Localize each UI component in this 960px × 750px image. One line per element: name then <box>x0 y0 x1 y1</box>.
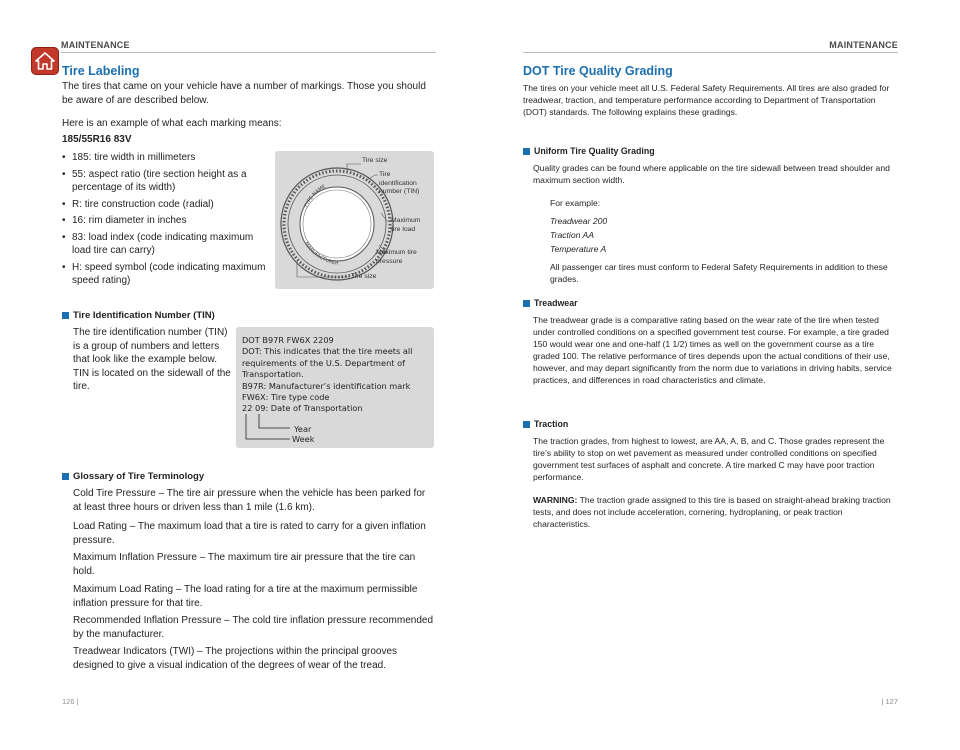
tire-labeling-intro: The tires that came on your vehicle have a number of markings. Those you should be aware of are described below. <box>62 81 426 106</box>
dot-line: requirements of the U.S. Department of <box>242 357 405 368</box>
glossary-item: Maximum Inflation Pressure – The maximum tire air pressure that the tire can hold. <box>73 552 416 577</box>
uniform-heading-text: Uniform Tire Quality Grading <box>534 146 655 156</box>
example-treadwear: Treadwear 200 <box>550 216 608 226</box>
bullet-item: • 185: tire width in millimeters <box>62 151 267 165</box>
example-intro: Here is an example of what each marking means: <box>62 118 282 129</box>
home-button[interactable] <box>31 47 59 75</box>
example-temperature: Temperature A <box>550 244 607 254</box>
uniform-text: Quality grades can be found where applicable on the tire sidewall between tread shoulder and maximum section width. <box>533 163 890 185</box>
dot-line: DOT: This indicates that the tire meets all <box>242 346 413 357</box>
bullet-item: • H: speed symbol (code indicating maximum speed rating) <box>62 261 267 288</box>
dot-line: FW6X: Tire type code <box>242 392 330 403</box>
uniform-heading <box>523 146 655 156</box>
example-traction: Traction AA <box>550 230 594 240</box>
dot-line: B97R: Manufacturer’s identification mark <box>242 380 411 391</box>
label-tin: Tire identification number (TIN) <box>379 171 420 195</box>
glossary-item: Cold Tire Pressure – The tire air pressure when the vehicle has been parked for at least three hours or driven less than 1 mile (1.6 km). <box>73 488 426 513</box>
left-header-rule <box>61 52 436 53</box>
right-header-rule <box>523 52 898 53</box>
label-tire-size-bottom: Tire size <box>351 273 377 280</box>
section-square-icon <box>523 421 530 428</box>
treadwear-text: The treadwear grade is a comparative rating based on the wear rate of the tire when tested under controlled conditions on a specified government test course. For example, a tire graded 150 would wear one and one-half (1 1/2) times as well on the government course as a tire graded 100. The relative performance of tires depends upon the actual conditions of their use, however, and may depart significantly from the norm due to variations in driving habits, service practices, and differences in road characteristics and climate. <box>533 315 892 385</box>
label-max-pressure: Maximum tire pressure <box>376 249 417 265</box>
dot-grading-title: DOT Tire Quality Grading <box>523 64 673 78</box>
year-label: Year <box>294 424 312 434</box>
treadwear-heading <box>523 298 578 308</box>
dot-code-box <box>236 327 434 448</box>
home-icon <box>35 52 55 70</box>
label-max-load: Maximum tire load <box>391 217 421 233</box>
tin-heading <box>62 310 215 321</box>
glossary-item: Maximum Load Rating – The load rating for a tire at the maximum permissible inflation pressure for that tire. <box>73 584 418 609</box>
bullet-item: • 55: aspect ratio (tire section height as a percentage of its width) <box>62 168 267 195</box>
right-running-header: MAINTENANCE <box>829 40 898 50</box>
section-square-icon <box>62 473 69 480</box>
traction-heading <box>523 419 568 429</box>
tin-description: The tire identification number (TIN) is a group of numbers and letters that look like the example below. TIN is located on the sidewall of the tire. <box>73 327 231 392</box>
treadwear-heading-text: Treadwear <box>534 298 578 308</box>
bullet-item: • 83: load index (code indicating maximum load tire can carry) <box>62 231 267 258</box>
dot-line: 22 09: Date of Transportation <box>242 403 363 414</box>
tire-code: 185/55R16 83V <box>62 134 132 145</box>
left-running-header: MAINTENANCE <box>61 40 130 50</box>
glossary-heading-text: Glossary of Tire Terminology <box>73 471 205 482</box>
glossary-heading <box>62 471 204 482</box>
ring-text-top: TYPE NAME <box>303 183 327 209</box>
all-passenger-text: All passenger car tires must conform to Federal Safety Requirements in addition to these grades. <box>550 262 888 284</box>
glossary-item: Treadwear Indicators (TWI) – The projections within the principal grooves designed to give a visual indication of the degrees of wear of the tread. <box>73 646 398 671</box>
label-tire-size-top: Tire size <box>362 157 388 164</box>
for-example: For example: <box>550 198 601 208</box>
tire-diagram <box>275 151 434 289</box>
tin-heading-text: Tire Identification Number (TIN) <box>73 310 215 321</box>
ring-text-bottom: MANUFACTURER <box>303 240 339 267</box>
bullet-item: • 16: rim diameter in inches <box>62 214 267 228</box>
glossary-item: Load Rating – The maximum load that a tire is rated to carry for a given inflation pressure. <box>73 521 426 546</box>
glossary-item: Recommended Inflation Pressure – The cold tire inflation pressure recommended by the manufacturer. <box>73 615 433 640</box>
bullet-item: • R: tire construction code (radial) <box>62 198 267 212</box>
dot-line: DOT B97R FW6X 2209 <box>242 335 334 345</box>
warning-text: The traction grade assigned to this tire is based on straight-ahead braking traction tests, and does not include acceleration, cornering, hydroplaning, or peak traction characteristics. <box>533 495 891 529</box>
section-square-icon <box>523 300 530 307</box>
section-square-icon <box>523 148 530 155</box>
dot-line: Transportation. <box>242 369 304 380</box>
traction-heading-text: Traction <box>534 419 569 429</box>
warning-label: WARNING: <box>533 495 578 505</box>
left-page-number: 126 | <box>62 697 79 706</box>
week-label: Week <box>292 434 315 444</box>
tire-code-bullets <box>62 151 267 291</box>
right-page-number: | 127 <box>881 697 898 706</box>
traction-text: The traction grades, from highest to lowest, are AA, A, B, and C. Those grades represent the tire’s ability to stop on wet pavement as measured under controlled conditions on specified government test surfaces of asphalt and concrete. A tire marked C may have poor traction performance. <box>533 436 885 482</box>
dot-grading-intro: The tires on your vehicle meet all U.S. Federal Safety Requirements. All tires are also graded for treadwear, traction, and temperature performance according to Department of Transportation (DOT) standards. The following explains these gradings. <box>523 83 890 117</box>
section-square-icon <box>62 312 69 319</box>
warning-paragraph <box>533 494 898 530</box>
tire-labeling-title: Tire Labeling <box>62 64 140 78</box>
